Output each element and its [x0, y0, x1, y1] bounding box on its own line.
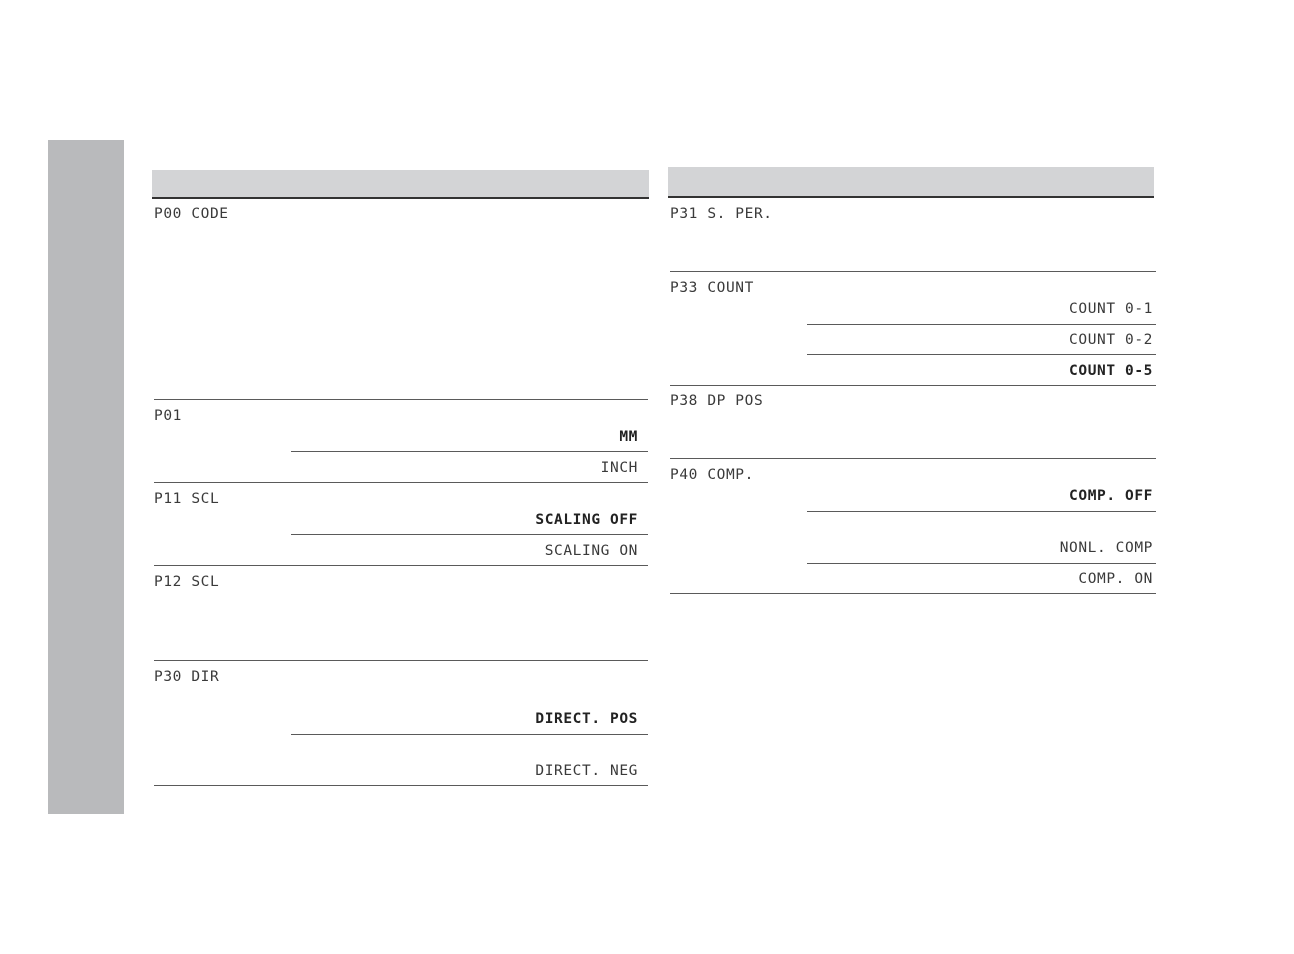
param-p40-label: P40 COMP.: [670, 467, 754, 483]
param-p38-label: P38 DP POS: [670, 393, 764, 409]
row-divider: [670, 458, 1156, 459]
option-direct-neg: DIRECT. NEG: [535, 763, 638, 779]
left-table-header: [152, 170, 649, 199]
option-count-0-1: COUNT 0-1: [1069, 301, 1153, 317]
option-direct-pos: DIRECT. POS: [535, 711, 638, 727]
param-p01-label: P01: [154, 408, 182, 424]
option-comp-on: COMP. ON: [1078, 571, 1153, 587]
option-divider: [291, 734, 648, 735]
option-divider: [807, 354, 1156, 355]
row-divider: [154, 565, 648, 566]
row-divider: [670, 593, 1156, 594]
option-inch: INCH: [600, 460, 638, 476]
row-divider: [670, 271, 1156, 272]
row-divider: [154, 399, 648, 400]
param-p00-label: P00 CODE: [154, 206, 229, 222]
option-divider: [291, 451, 648, 452]
option-count-0-2: COUNT 0-2: [1069, 332, 1153, 348]
option-divider: [291, 534, 648, 535]
row-divider: [670, 385, 1156, 386]
option-divider: [807, 324, 1156, 325]
side-tab-bar: [48, 140, 124, 814]
right-table-header: [668, 167, 1154, 198]
option-scaling-on: SCALING ON: [544, 543, 638, 559]
option-comp-off: COMP. OFF: [1069, 488, 1153, 504]
option-divider: [807, 563, 1156, 564]
option-mm: MM: [619, 429, 638, 445]
param-p11-label: P11 SCL: [154, 491, 220, 507]
param-p31-label: P31 S. PER.: [670, 206, 773, 222]
option-divider: [807, 511, 1156, 512]
option-nonl-comp: NONL. COMP: [1059, 540, 1153, 556]
param-p33-label: P33 COUNT: [670, 280, 754, 296]
row-divider: [154, 660, 648, 661]
row-divider: [154, 785, 648, 786]
option-count-0-5: COUNT 0-5: [1069, 363, 1153, 379]
param-p12-label: P12 SCL: [154, 574, 220, 590]
row-divider: [154, 482, 648, 483]
param-p30-label: P30 DIR: [154, 669, 220, 685]
option-scaling-off: SCALING OFF: [535, 512, 638, 528]
